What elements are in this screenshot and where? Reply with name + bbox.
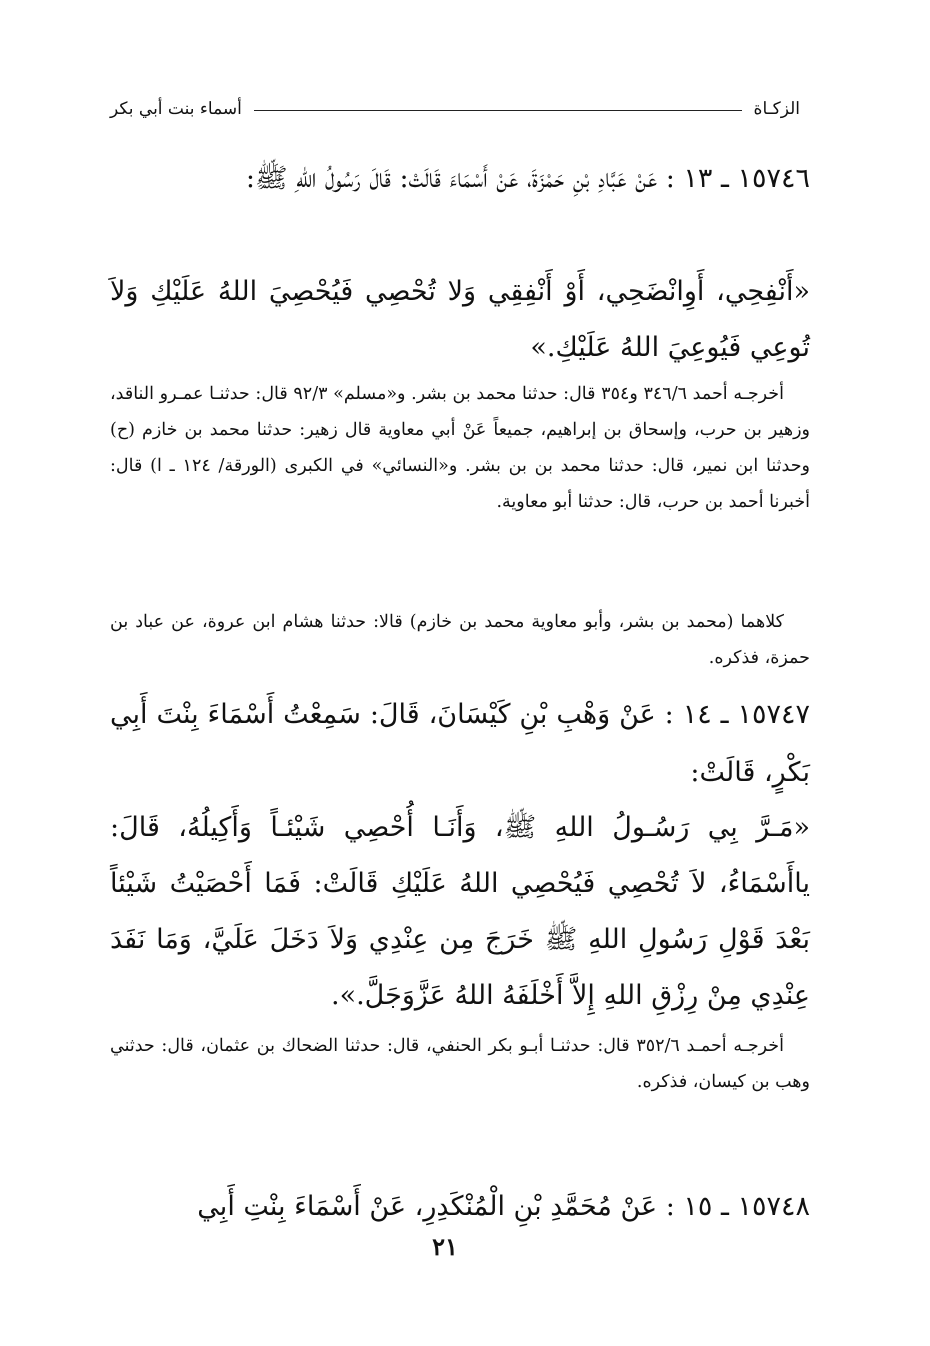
header-rule: [254, 110, 742, 111]
hadith-intro-text: ١٥٧٤٦ ـ ١٣ : عَنْ عَبَّادِ بْنِ حَمْزَةَ، عَنْ أَسْمَاءَ قَالَتْ: قَالَ رَسُولُ اللهِ ﷺ:: [245, 163, 810, 194]
hadith-15746-matn: [110, 264, 810, 376]
running-header: [110, 96, 800, 122]
hadith-15746-intro: [110, 150, 810, 208]
hadith-15746-takhrij-2: [110, 604, 810, 676]
header-section-title: أسماء بنت أبي بكر: [110, 99, 242, 119]
hadith-intro-text: ١٥٧٤٨ ـ ١٥ : عَنْ مُحَمَّدِ بْنِ الْمُنْكَدِرِ، عَنْ أَسْمَاءَ بِنْتِ أَبِي: [197, 1191, 810, 1222]
hadith-15747-takhrij: [110, 1028, 810, 1100]
hadith-15746-takhrij-1: [110, 376, 810, 520]
header-chapter-title: الزكـاة: [753, 99, 800, 119]
takhrij-text: كلاهما (محمد بن بشر، وأبو معاوية محمد بن خازم) قالا: حدثنا هشام ابن عروة، عن عباد بن حمزة، فذكره.: [110, 612, 810, 668]
hadith-15747-intro: [110, 686, 810, 802]
takhrij-text: أخرجـه أحمـد ٣٥٢/٦ قال: حدثنـا أبـو بكر الحنفي، قال: حدثنا الضحاك بن عثمان، قال: حدثني وهب بن كيسان، فذكره.: [110, 1036, 810, 1092]
hadith-matn-text: «مَـرَّ بِي رَسُـولُ اللهِ ﷺ، وَأَنَـا أُحْصِي شَيْئـاً وَأَكِيلُهُ، قَالَ: ياأَسْمَاءُ، لاَ تُحْصِي فَيُحْصِي اللهُ عَلَيْكِ قَالَتْ: فَمَا أَحْصَيْتُ شَيْئاً بَعْدَ قَوْلِ رَسُولِ اللهِ ﷺ خَرَجَ مِن عِنْدِي وَلاَ دَخَلَ عَلَيَّ، وَمَا نَفَدَ عِنْدِي مِنْ رِزْقِ اللهِ إِلاَّ أَخْلَفَهُ اللهُ عَزَّوَجَلَّ.».: [110, 812, 810, 1011]
hadith-intro-text: ١٥٧٤٧ ـ ١٤ : عَنْ وَهْبِ بْنِ كَيْسَانَ، قَالَ: سَمِعْتُ أَسْمَاءَ بِنْتَ أَبِي بَكْرٍ، قَالَتْ:: [110, 699, 810, 788]
hadith-15748-intro: [110, 1178, 810, 1236]
hadith-matn-text: «أَنْفِحِي، أَوِانْضَحِي، أَوْ أَنْفِقِي وَلا تُحْصِي فَيُحْصِيَ اللهُ عَلَيْكِ وَلاَ تُوعِي فَيُوعِيَ اللهُ عَلَيْكِ.»: [110, 276, 810, 363]
page-number: ٢١: [432, 1232, 458, 1261]
hadith-15747-matn: [110, 800, 810, 1024]
takhrij-text: أخرجـه أحمد ٣٤٦/٦ و٣٥٤ قال: حدثنا محمد بن بشر. و«مسلم» ٩٢/٣ قال: حدثنـا عمـرو الناقد، وزهير بن حرب، وإسحاق بن إبراهيم، جميعاً عَنْ أبي معاوية قال زهير: حدثنا محمد بن خازم (ح) وحدثنا ابن نمير، قال: حدثنا محمد بن بن بشر. و«النسائي» في الكبرى (الورقة/ ١٢٤ ـ ا) قال: أخبرنا أحمد بن حرب، قال: حدثنا أبو معاوية.: [110, 384, 810, 512]
